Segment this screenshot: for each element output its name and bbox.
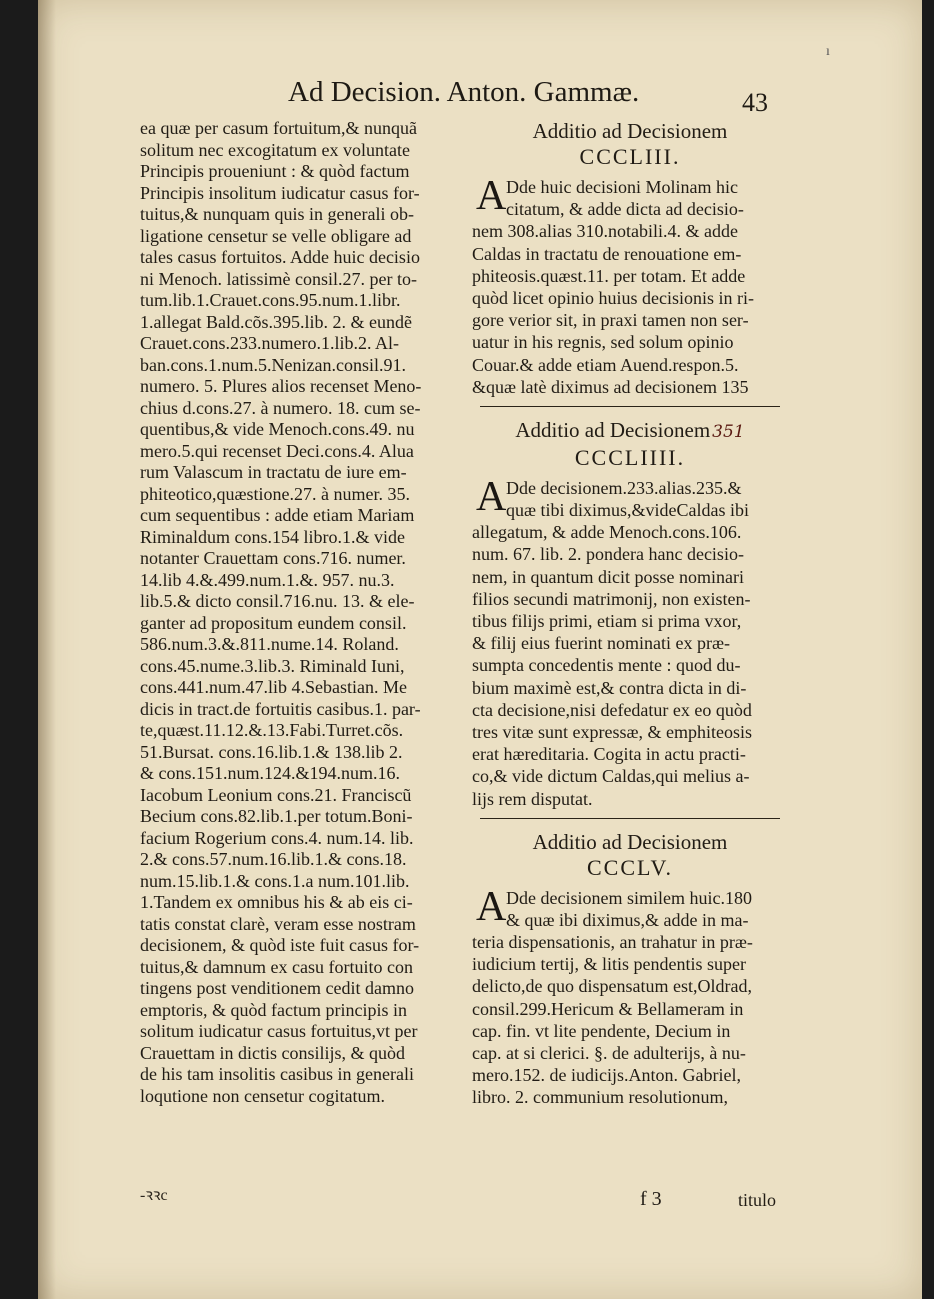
text-line: decisionem, & quòd iste fuit casus for- — [140, 935, 420, 955]
text-line: cap. fin. vt lite pendente, Decium in — [472, 1020, 731, 1041]
text-line: Principis proueniunt : & quòd factum — [140, 161, 410, 181]
section-heading — [472, 417, 788, 445]
text-line: delicto,de quo dispensatum est,Oldrad, — [472, 976, 752, 997]
text-line: citatum, & adde dicta ad decisio- — [506, 199, 744, 220]
text-line: Becium cons.82.lib.1.per totum.Boni- — [140, 806, 413, 826]
text-line: consil.299.Hericum & Bellameram in — [472, 998, 744, 1019]
text-line: chius d.cons.27. à numero. 18. cum se- — [140, 397, 421, 418]
signature-mark: f 3 — [640, 1188, 662, 1210]
section-body — [472, 883, 788, 1109]
text-line: ban.cons.1.num.5.Nenizan.consil.91. — [140, 354, 406, 375]
text-line: Caldas in tractatu de renouatione em- — [472, 243, 742, 264]
text-line: notanter Crauettam cons.716. numer. — [140, 548, 406, 568]
text-line: Crauet.cons.233.numero.1.lib.2. Al- — [140, 333, 399, 353]
text-line: de his tam insolitis casibus in generali — [140, 1064, 414, 1084]
addition-section — [472, 417, 788, 819]
text-line: iudicium tertij, & litis pendentis super — [472, 954, 746, 975]
right-column — [472, 118, 788, 1109]
text-line: bium maximè est,& contra dicta in di- — [472, 677, 747, 698]
text-line: libro. 2. communium resolutionum, — [472, 1087, 728, 1108]
text-line: filios secundi matrimonij, non existen- — [472, 588, 751, 609]
text-line: erat hæreditaria. Cogita in actu practi- — [472, 744, 746, 765]
text-line: dicis in tract.de fortuitis casibus.1. par- — [140, 698, 421, 719]
handwritten-note: 351 — [712, 421, 745, 442]
text-line: lijs rem disputat. — [472, 788, 593, 809]
text-line: Dde huic decisioni Molinam hic — [506, 177, 738, 197]
text-line: lib.5.& dicto consil.716.nu. 13. & ele- — [140, 591, 415, 611]
text-line: co,& vide dictum Caldas,qui melius a- — [472, 766, 750, 787]
text-line: & quæ ibi diximus,& adde in ma- — [506, 909, 749, 930]
text-line: teria dispensationis, an trahatur in præ- — [472, 932, 753, 953]
text-line: sumpta concedentis mente : quod du- — [472, 655, 741, 676]
text-line: quòd licet opinio huius decisionis in ri- — [472, 287, 754, 308]
text-line: solitum iudicatur casus fortuitus,vt per — [140, 1021, 418, 1041]
section-title: Additio ad Decisionem — [532, 119, 728, 143]
text-line: num. 67. lib. 2. pondera hanc decisio- — [472, 544, 744, 565]
text-line: 586.num.3.&.811.nume.14. Roland. — [140, 634, 399, 654]
text-line: 1.Tandem ex omnibus his & ab eis ci- — [140, 892, 413, 912]
text-line: phiteosis.quæst.11. per totam. Et adde — [472, 265, 746, 286]
text-line: numero. 5. Plures alios recenset Meno- — [140, 376, 422, 396]
text-line: ni Menoch. latissimè consil.27. per to- — [140, 268, 417, 289]
text-line: uatur in his regnis, sed solum opinio — [472, 332, 734, 353]
text-line: tum.lib.1.Crauet.cons.95.num.1.libr. — [140, 290, 401, 310]
margin-mark: ı — [826, 44, 830, 59]
text-line: 2.& cons.57.num.16.lib.1.& cons.18. — [140, 849, 407, 869]
text-line: tres vitæ sunt expressæ, & emphiteosis — [472, 721, 752, 742]
drop-initial: A — [476, 883, 507, 930]
text-line: Crauettam in dictis consilijs, & quòd — [140, 1042, 405, 1063]
running-title: Ad Decision. Anton. Gammæ. — [288, 76, 640, 108]
text-line: Riminaldum cons.154 libro.1.& vide — [140, 526, 405, 547]
text-line: cons.441.num.47.lib 4.Sebastian. Me — [140, 677, 407, 697]
text-line: phiteotico,quæstione.27. à numer. 35. — [140, 483, 410, 504]
page-number: 43 — [742, 88, 768, 117]
text-line: & filij eius fuerint nominati ex præ- — [472, 633, 730, 654]
text-line: ligatione censetur se velle obligare ad — [140, 225, 412, 246]
text-line: emptoris, & quòd factum principis in — [140, 999, 407, 1020]
catchword: titulo — [738, 1190, 777, 1210]
text-line: Couar.& adde etiam Auend.respon.5. — [472, 354, 739, 375]
text-line: 51.Bursat. cons.16.lib.1.& 138.lib 2. — [140, 741, 403, 762]
text-line: rum Valascum in tractatu de iure em- — [140, 462, 407, 482]
text-line: solitum nec excogitatum ex voluntate — [140, 139, 410, 160]
text-line: & cons.151.num.124.&194.num.16. — [140, 763, 400, 783]
section-number: CCCLIII. — [579, 144, 681, 169]
text-line: gore verior sit, in praxi tamen non ser- — [472, 310, 749, 331]
text-line: Principis insolitum iudicatur casus for- — [140, 182, 420, 203]
text-line: nem 308.alias 310.notabili.4. & adde — [472, 221, 738, 242]
text-line: cap. at si clerici. §. de adulterijs, à nu- — [472, 1043, 746, 1063]
text-line: cta decisione,nisi defedatur ex eo quòd — [472, 699, 752, 720]
text-line: mero.152. de iudicijs.Anton. Gabriel, — [472, 1065, 741, 1086]
section-divider — [480, 818, 780, 819]
text-line: ganter ad propositum eundem consil. — [140, 612, 407, 633]
section-heading — [472, 118, 788, 144]
text-line: tibus filijs primi, etiam si prima vxor, — [472, 611, 742, 631]
addition-section — [472, 118, 788, 407]
left-column — [140, 118, 458, 1107]
text-line: tales casus fortuitos. Adde huic decisio — [140, 247, 420, 267]
text-line: num.15.lib.1.& cons.1.a num.101.lib. — [140, 870, 410, 891]
drop-initial: A — [476, 173, 507, 219]
text-line: tuitus,& damnum ex casu fortuito con — [140, 956, 413, 977]
text-line: 1.allegat Bald.cõs.395.lib. 2. & eundẽ — [140, 311, 412, 332]
text-line: tuitus,& nunquam quis in generali ob- — [140, 204, 414, 224]
text-line: Dde decisionem.233.alias.235.& — [506, 477, 742, 498]
text-line: facium Rogerium cons.4. num.14. lib. — [140, 827, 414, 848]
text-line: mero.5.qui recenset Deci.cons.4. Alua — [140, 440, 414, 461]
footer-mark: -ꝛꝛc — [140, 1187, 168, 1204]
addition-section — [472, 829, 788, 1109]
text-line: te,quæst.11.12.&.13.Fabi.Turret.cõs. — [140, 720, 404, 740]
text-line: ea quæ per casum fortuitum,& nunquã — [140, 118, 417, 138]
text-line: &quæ latè diximus ad decisionem 135 — [472, 376, 749, 397]
section-body — [472, 473, 788, 810]
text-line: tingens post venditionem cedit damno — [140, 978, 414, 998]
section-title: Additio ad Decisionem — [532, 829, 728, 854]
text-line: quæ tibi diximus,&videCaldas ibi — [506, 500, 749, 521]
section-heading — [472, 829, 788, 855]
text-line: allegatum, & adde Menoch.cons.106. — [472, 522, 742, 543]
text-line: Dde decisionem similem huic.180 — [506, 887, 752, 908]
section-number: CCCLIIII. — [574, 444, 686, 470]
text-line: tatis constat clarè, veram esse nostram — [140, 913, 416, 934]
page-gutter — [38, 0, 56, 1299]
text-line: nem, in quantum dicit posse nominari — [472, 566, 744, 587]
section-title: Additio ad Decisionem — [515, 417, 711, 442]
text-line: cum sequentibus : adde etiam Mariam — [140, 505, 415, 525]
text-line: cons.45.nume.3.lib.3. Riminald Iuni, — [140, 655, 405, 676]
section-divider — [480, 406, 780, 407]
section-number: CCCLV. — [587, 854, 673, 880]
section-body — [472, 173, 788, 398]
text-line: loqutione non censetur cogitatum. — [140, 1085, 385, 1106]
text-line: quentibus,& vide Menoch.cons.49. nu — [140, 419, 415, 439]
drop-initial: A — [476, 473, 507, 520]
text-line: 14.lib 4.&.499.num.1.&. 957. nu.3. — [140, 569, 395, 590]
text-line: Iacobum Leonium cons.21. Franciscũ — [140, 784, 412, 805]
